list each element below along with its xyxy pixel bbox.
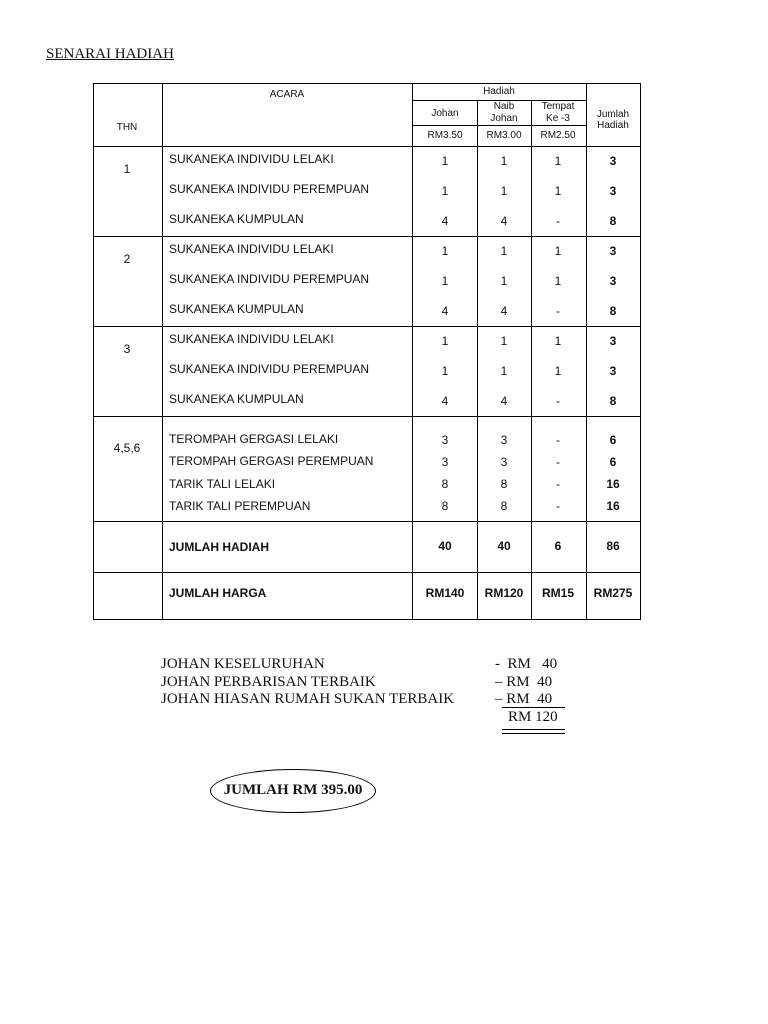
jumlah-count: 3 [609, 364, 617, 378]
tempat-count: 1 [554, 334, 562, 348]
table-rule [412, 83, 413, 619]
acara-cell: SUKANEKA KUMPULAN [169, 302, 304, 316]
jumlah-count: 8 [609, 214, 617, 228]
jumlah-harga-total: RM275 [593, 586, 633, 600]
naib-johan-count: 3 [500, 433, 508, 447]
acara-cell: SUKANEKA INDIVIDU LELAKI [169, 332, 334, 346]
summary-subtotal: RM 120 [508, 709, 558, 725]
tempat-count: 1 [554, 184, 562, 198]
acara-cell: TEROMPAH GERGASI LELAKI [169, 432, 339, 446]
johan-count: 4 [441, 304, 449, 318]
price-johan: RM3.50 [427, 130, 463, 141]
table-rule [586, 83, 587, 619]
tempat-count: 1 [554, 274, 562, 288]
table-border-right [640, 83, 641, 620]
tempat-count: 1 [554, 244, 562, 258]
naib-johan-count: 3 [500, 455, 508, 469]
subtotal-underline [502, 707, 565, 708]
johan-count: 1 [441, 154, 449, 168]
grand-total-text: JUMLAH RM 395.00 [223, 782, 363, 798]
jumlah-harga-johan: RM140 [425, 586, 465, 600]
jumlah-count: 6 [609, 433, 617, 447]
table-border-bottom [93, 619, 640, 620]
header-jumlah-hadiah: Hadiah [597, 120, 629, 131]
summary-item-label: JOHAN KESELURUHAN [161, 656, 325, 672]
naib-johan-count: 1 [500, 274, 508, 288]
acara-cell: SUKANEKA INDIVIDU PEREMPUAN [169, 272, 370, 286]
tempat-count: 1 [554, 364, 562, 378]
johan-count: 4 [441, 214, 449, 228]
jumlah-harga-tempat: RM15 [541, 586, 575, 600]
naib-johan-count: 4 [500, 214, 508, 228]
summary-item-label: JOHAN HIASAN RUMAH SUKAN TERBAIK [161, 691, 455, 707]
subtotal-double-underline [502, 729, 565, 730]
table-rule [93, 146, 640, 147]
header-tempat-ke-3: Tempat [541, 101, 575, 112]
jumlah-count: 3 [609, 184, 617, 198]
naib-johan-count: 1 [500, 244, 508, 258]
header-johan: Johan [431, 108, 459, 119]
table-rule [93, 326, 640, 327]
jumlah-hadiah-johan: 40 [438, 539, 452, 553]
jumlah-count: 8 [609, 304, 617, 318]
acara-cell: SUKANEKA KUMPULAN [169, 212, 304, 226]
price-naib-johan: RM3.00 [486, 130, 522, 141]
document-title: SENARAI HADIAH [46, 46, 174, 62]
acara-cell: SUKANEKA KUMPULAN [169, 392, 304, 406]
johan-count: 1 [441, 244, 449, 258]
table-rule [412, 125, 586, 126]
jumlah-hadiah-label: JUMLAH HADIAH [169, 540, 269, 554]
johan-count: 8 [441, 499, 449, 513]
acara-cell: TARIK TALI LELAKI [169, 477, 276, 491]
johan-count: 1 [441, 274, 449, 288]
naib-johan-count: 4 [500, 304, 508, 318]
naib-johan-count: 8 [500, 499, 508, 513]
header-naib-johan: Johan [490, 113, 518, 124]
jumlah-count: 3 [609, 334, 617, 348]
jumlah-hadiah-total: 86 [606, 539, 620, 553]
thn-cell: 3 [123, 342, 131, 356]
jumlah-harga-naib: RM120 [484, 586, 524, 600]
jumlah-count: 16 [606, 499, 620, 513]
jumlah-count: 3 [609, 274, 617, 288]
naib-johan-count: 1 [500, 154, 508, 168]
header-naib-johan: Naib [493, 101, 515, 112]
jumlah-hadiah-tempat: 6 [554, 539, 562, 553]
table-rule [93, 572, 640, 573]
johan-count: 4 [441, 394, 449, 408]
jumlah-hadiah-naib: 40 [497, 539, 511, 553]
jumlah-count: 3 [609, 154, 617, 168]
johan-count: 3 [441, 433, 449, 447]
tempat-count: - [556, 304, 560, 318]
jumlah-count: 3 [609, 244, 617, 258]
header-tempat-ke-3: Ke -3 [546, 113, 570, 124]
subtotal-double-underline [502, 733, 565, 734]
grand-total-oval [210, 769, 376, 813]
tempat-count: - [556, 499, 560, 513]
thn-cell: 4,5,6 [113, 441, 141, 455]
acara-cell: SUKANEKA INDIVIDU LELAKI [169, 242, 334, 256]
acara-cell: SUKANEKA INDIVIDU PEREMPUAN [169, 362, 370, 376]
jumlah-count: 16 [606, 477, 620, 491]
price-tempat-ke-3: RM2.50 [540, 130, 576, 141]
thn-cell: 2 [123, 252, 131, 266]
table-rule [162, 83, 163, 619]
johan-count: 3 [441, 455, 449, 469]
tempat-count: - [556, 477, 560, 491]
acara-cell: SUKANEKA INDIVIDU LELAKI [169, 152, 334, 166]
naib-johan-count: 4 [500, 394, 508, 408]
johan-count: 1 [441, 334, 449, 348]
johan-count: 8 [441, 477, 449, 491]
tempat-count: - [556, 394, 560, 408]
johan-count: 1 [441, 184, 449, 198]
tempat-count: - [556, 455, 560, 469]
jumlah-count: 6 [609, 455, 617, 469]
header-jumlah-hadiah: Jumlah [596, 109, 630, 120]
header-acara: ACARA [269, 89, 305, 100]
table-rule [477, 100, 478, 619]
naib-johan-count: 1 [500, 334, 508, 348]
tempat-count: 1 [554, 154, 562, 168]
jumlah-harga-label: JUMLAH HARGA [169, 586, 267, 600]
table-rule [531, 100, 532, 619]
acara-cell: TEROMPAH GERGASI PEREMPUAN [169, 454, 374, 468]
naib-johan-count: 1 [500, 184, 508, 198]
acara-cell: TARIK TALI PEREMPUAN [169, 499, 311, 513]
table-border-top [93, 83, 640, 84]
summary-item-amount: – RM 40 [495, 691, 553, 707]
jumlah-count: 8 [609, 394, 617, 408]
table-rule [93, 236, 640, 237]
summary-item-amount: - RM 40 [495, 656, 558, 672]
table-border-left [93, 83, 94, 620]
thn-cell: 1 [123, 162, 131, 176]
summary-item-label: JOHAN PERBARISAN TERBAIK [161, 674, 376, 690]
table-rule [93, 521, 640, 522]
naib-johan-count: 1 [500, 364, 508, 378]
johan-count: 1 [441, 364, 449, 378]
tempat-count: - [556, 214, 560, 228]
header-thn: THN [116, 122, 138, 133]
naib-johan-count: 8 [500, 477, 508, 491]
table-rule [93, 416, 640, 417]
header-hadiah: Hadiah [483, 86, 515, 97]
summary-item-amount: – RM 40 [495, 674, 553, 690]
tempat-count: - [556, 433, 560, 447]
acara-cell: SUKANEKA INDIVIDU PEREMPUAN [169, 182, 370, 196]
